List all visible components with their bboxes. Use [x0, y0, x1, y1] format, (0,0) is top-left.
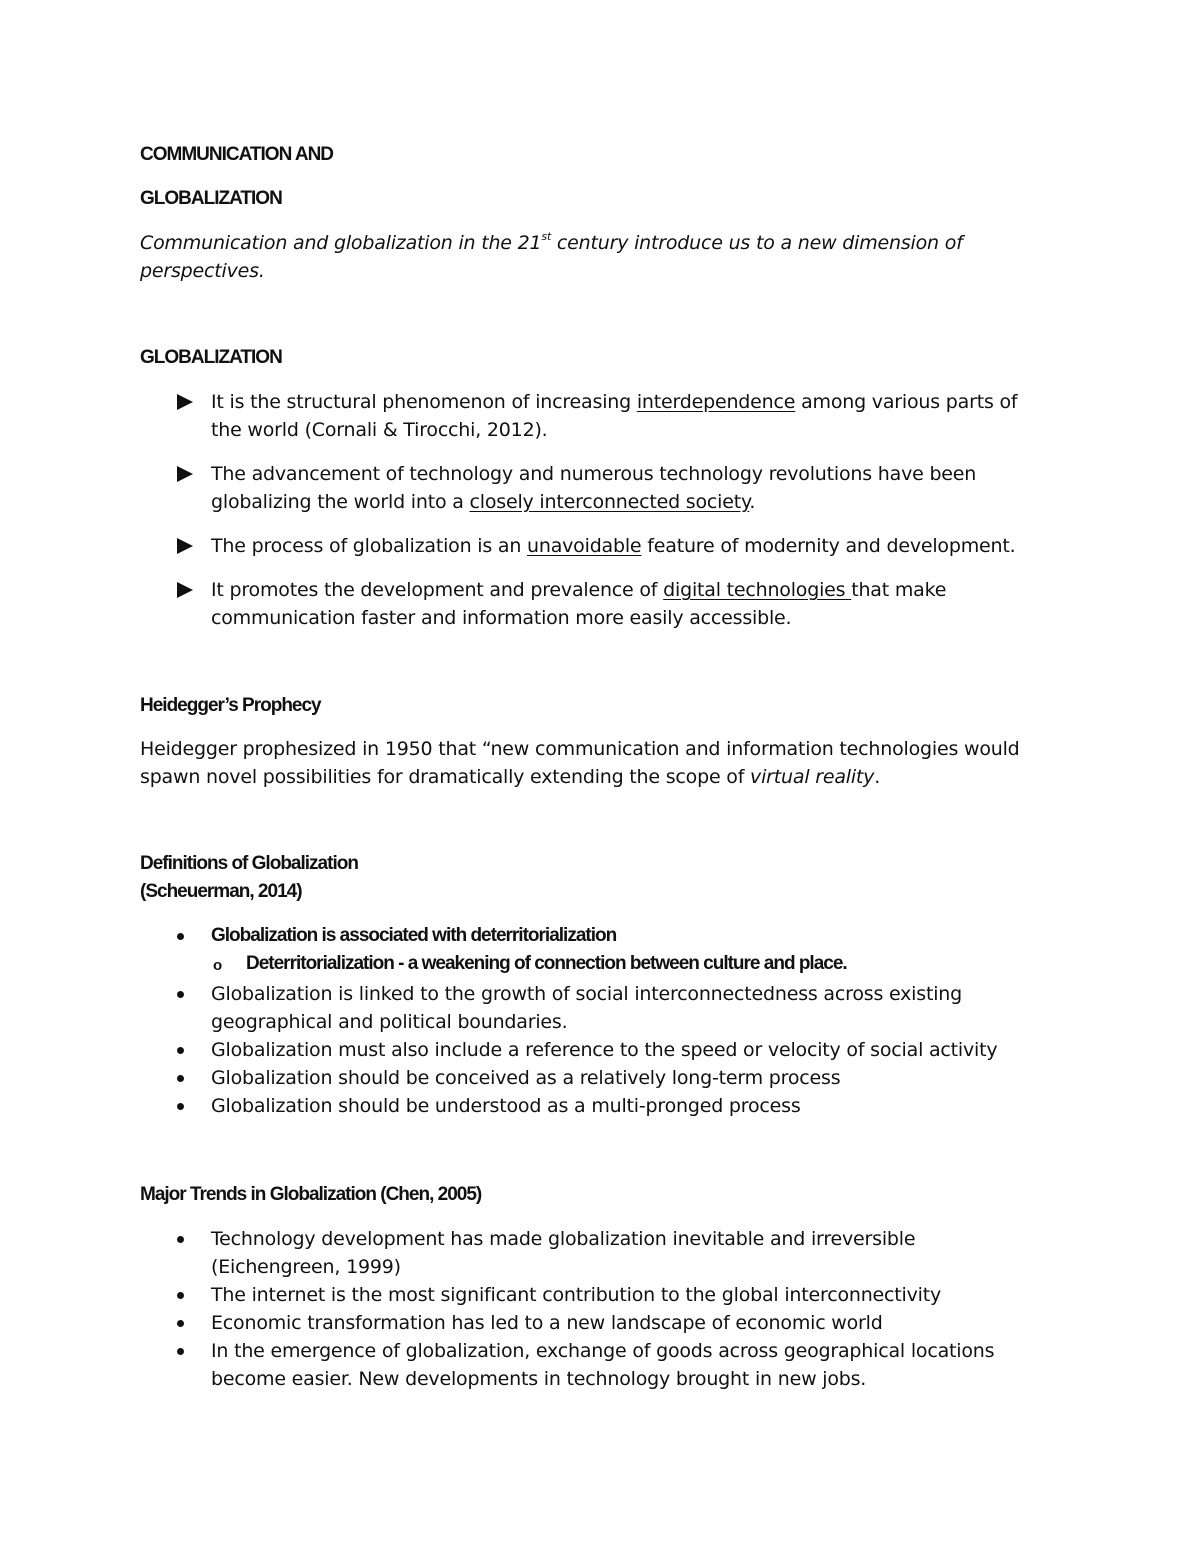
- triangle-bullet-icon: [177, 538, 193, 554]
- title-line-2: GLOBALIZATION: [140, 188, 282, 209]
- body-text: spawn novel possibilities for dramatically extending the scope of: [140, 766, 751, 788]
- globalization-bullet-2-line-2: [211, 488, 755, 516]
- intro-line-2: perspectives.: [140, 260, 265, 282]
- section-heading-definitions: Definitions of Globalization: [140, 853, 358, 874]
- bullet-dot-icon: [177, 1320, 184, 1327]
- bullet-text: that make: [851, 579, 947, 601]
- bullet-dot-icon: [177, 1236, 184, 1243]
- bullet-dot-icon: [177, 933, 184, 940]
- underlined-term: interdependence: [636, 391, 796, 413]
- title-line-1: COMMUNICATION AND: [140, 144, 334, 165]
- intro-superscript: st: [541, 229, 552, 243]
- body-text: .: [874, 766, 881, 788]
- section-heading-definitions-citation: (Scheuerman, 2014): [140, 881, 302, 902]
- globalization-bullet-4-line-2: communication faster and information more easily accessible.: [211, 607, 792, 629]
- bullet-dot-icon: [177, 1348, 184, 1355]
- trends-bullet-2: The internet is the most significant contribution to the global interconnectivity: [211, 1284, 942, 1306]
- bullet-dot-icon: [177, 1292, 184, 1299]
- bullet-text: .: [749, 491, 756, 513]
- underlined-term: closely interconnected society: [469, 491, 750, 513]
- bullet-dot-icon: [177, 1103, 184, 1110]
- bullet-dot-icon: [177, 1047, 184, 1054]
- globalization-bullet-3-line-1: [211, 532, 1015, 560]
- triangle-bullet-icon: [177, 394, 193, 410]
- globalization-bullet-4-line-1: [211, 576, 946, 604]
- underlined-term: unavoidable: [527, 535, 642, 557]
- bullet-dot-icon: [177, 991, 184, 998]
- definitions-bullet-5: Globalization should be understood as a multi-pronged process: [211, 1095, 801, 1117]
- trends-bullet-3: Economic transformation has led to a new landscape of economic world: [211, 1312, 883, 1334]
- bullet-text: globalizing the world into a: [211, 491, 470, 513]
- intro-line-1: [140, 229, 963, 257]
- trends-bullet-4-line-2: become easier. New developments in technology brought in new jobs.: [211, 1368, 867, 1390]
- bullet-text: It promotes the development and prevalence of: [211, 579, 664, 601]
- definitions-bullet-2-line-1: Globalization is linked to the growth of social interconnectedness across existing: [211, 983, 962, 1005]
- sub-bullet-o-icon: o: [213, 957, 223, 974]
- trends-bullet-1-line-2: (Eichengreen, 1999): [211, 1256, 401, 1278]
- heidegger-line-1: Heidegger prophesized in 1950 that “new communication and information technologies would: [140, 738, 1020, 760]
- intro-text: Communication and globalization in the 21: [140, 232, 542, 254]
- bullet-text: feature of modernity and development.: [641, 535, 1016, 557]
- definitions-bullet-2-line-2: geographical and political boundaries.: [211, 1011, 568, 1033]
- bullet-text: The process of globalization is an: [211, 535, 528, 557]
- trends-bullet-1-line-1: Technology development has made globalization inevitable and irreversible: [211, 1228, 916, 1250]
- definitions-sub-bullet: Deterritorialization - a weakening of connection between culture and place.: [246, 953, 847, 974]
- heidegger-line-2: [140, 763, 880, 791]
- intro-text-cont: century introduce us to a new dimension of: [551, 232, 963, 254]
- definitions-bullet-3: Globalization must also include a reference to the speed or velocity of social activity: [211, 1039, 998, 1061]
- triangle-bullet-icon: [177, 582, 193, 598]
- section-heading-heidegger: Heidegger’s Prophecy: [140, 695, 321, 716]
- definitions-bullet-4: Globalization should be conceived as a relatively long-term process: [211, 1067, 841, 1089]
- globalization-bullet-1-line-2: the world (Cornali & Tirocchi, 2012).: [211, 419, 548, 441]
- bullet-text: among various parts of: [795, 391, 1018, 413]
- bullet-dot-icon: [177, 1075, 184, 1082]
- globalization-bullet-1-line-1: [211, 388, 1017, 416]
- underlined-term: digital technologies: [663, 579, 852, 601]
- section-heading-globalization: GLOBALIZATION: [140, 347, 282, 368]
- italic-term: virtual reality: [750, 766, 875, 788]
- definitions-bullet-1: Globalization is associated with deterritorialization: [211, 925, 617, 946]
- bullet-text: It is the structural phenomenon of increasing: [211, 391, 637, 413]
- section-heading-trends: Major Trends in Globalization (Chen, 2005): [140, 1184, 482, 1205]
- globalization-bullet-2-line-1: The advancement of technology and numerous technology revolutions have been: [211, 463, 977, 485]
- trends-bullet-4-line-1: In the emergence of globalization, exchange of goods across geographical locations: [211, 1340, 995, 1362]
- triangle-bullet-icon: [177, 466, 193, 482]
